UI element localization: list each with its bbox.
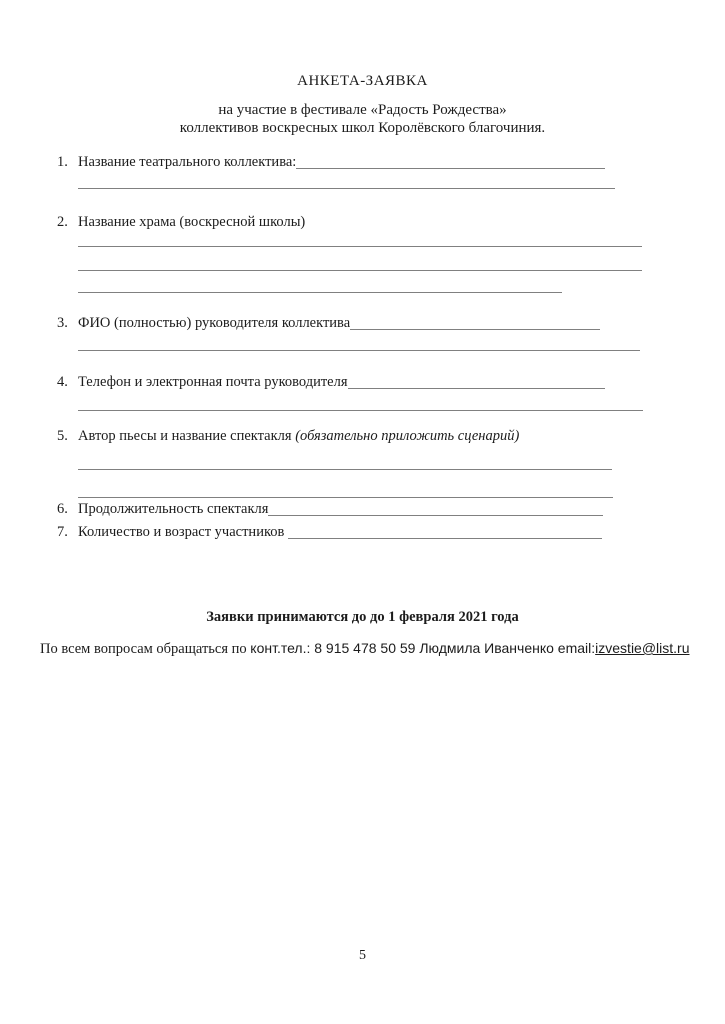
answer-line	[350, 315, 600, 330]
answer-line	[78, 188, 615, 189]
item-label: Количество и возраст участников	[78, 524, 285, 540]
answer-line	[268, 501, 603, 516]
contact-line	[40, 640, 690, 658]
item-number: 7.	[57, 524, 68, 540]
answer-line	[348, 374, 605, 389]
item-number: 6.	[57, 501, 68, 517]
form-item-5	[57, 428, 519, 445]
item-number: 5.	[57, 428, 68, 444]
item-label-note-italic: (обязательно приложить сценарий)	[295, 428, 520, 444]
item-label: Название храма (воскресной школы)	[78, 214, 306, 230]
contact-email-link[interactable]: izvestie@list.ru	[595, 640, 690, 656]
form-item-3	[57, 315, 600, 332]
answer-line	[78, 270, 642, 271]
answer-line	[296, 154, 605, 169]
form-item-4	[57, 374, 605, 391]
contact-text-sans: конт.тел.: 8 915 478 50 59 Людмила Иванченко email:	[250, 640, 596, 656]
answer-line	[78, 246, 642, 247]
form-item-1	[57, 154, 605, 171]
answer-line	[78, 410, 643, 411]
deadline-note: Заявки принимаются до до 1 февраля 2021 года	[206, 609, 519, 625]
item-number: 2.	[57, 214, 68, 230]
page-title: АНКЕТА-ЗАЯВКА	[297, 73, 428, 89]
form-item-6	[57, 501, 603, 518]
item-label	[78, 428, 519, 445]
item-label: ФИО (полностью) руководителя коллектива	[78, 315, 351, 331]
item-number: 3.	[57, 315, 68, 331]
item-label: Продолжительность спектакля	[78, 501, 269, 517]
page-number: 5	[359, 948, 366, 963]
form-item-7	[57, 524, 602, 541]
item-label: Телефон и электронная почта руководителя	[78, 374, 348, 390]
answer-line	[78, 350, 640, 351]
item-label: Название театрального коллектива:	[78, 154, 297, 170]
answer-line	[78, 497, 613, 498]
item-label-text: Автор пьесы и название спектакля	[78, 428, 296, 444]
answer-line	[78, 292, 562, 293]
contact-text-serif: По всем вопросам обращаться по	[40, 641, 251, 657]
answer-line	[288, 524, 602, 539]
item-number: 1.	[57, 154, 68, 170]
subtitle-line-2: коллективов воскресных школ Королёвского благочиния.	[179, 120, 546, 136]
form-item-2	[57, 214, 305, 231]
item-number: 4.	[57, 374, 68, 390]
answer-line	[78, 469, 612, 470]
subtitle-line-1: на участие в фестивале «Радость Рождества»	[218, 102, 507, 118]
